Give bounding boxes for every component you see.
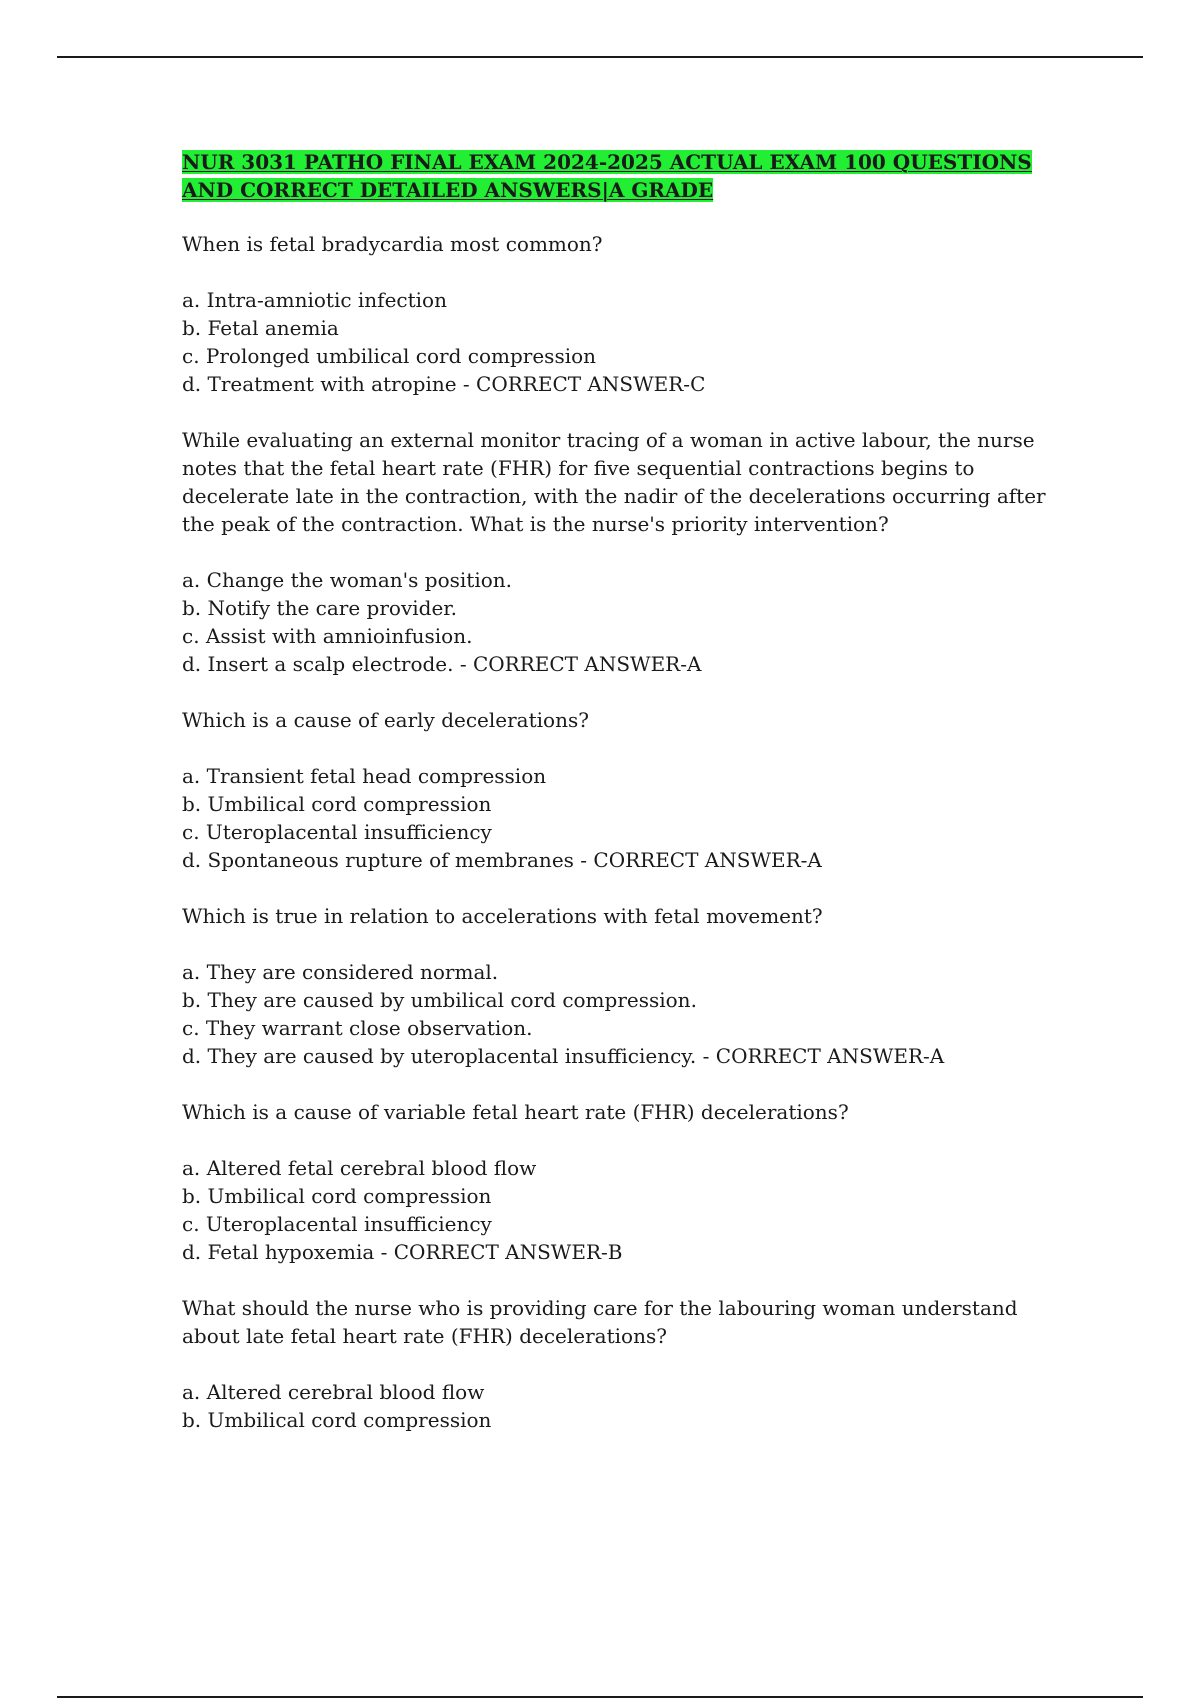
- answer-option: b. Umbilical cord compression: [182, 1184, 492, 1208]
- answer-option: a. Change the woman's position.: [182, 568, 512, 592]
- answer-option: a. Intra-amniotic infection: [182, 288, 447, 312]
- footer-rule: [57, 1696, 1143, 1698]
- question-text: While evaluating an external monitor tracing of a woman in active labour, the nurse notes that the fetal heart rate (FHR) for five sequential contractions begins to decelerate late in the contraction, with the nadir of the decelerations occurring after the peak of the contraction. What is the nurse's priority intervention?: [182, 428, 1046, 536]
- answer-option: a. Transient fetal head compression: [182, 764, 547, 788]
- question-text: Which is true in relation to accelerations with fetal movement?: [182, 904, 823, 928]
- answer-option: c. Uteroplacental insufficiency: [182, 1212, 492, 1236]
- question-text: Which is a cause of variable fetal heart rate (FHR) decelerations?: [182, 1100, 849, 1124]
- question-text: What should the nurse who is providing care for the labouring woman understand about late fetal heart rate (FHR) decelerations?: [182, 1296, 1018, 1348]
- answer-option: a. Altered fetal cerebral blood flow: [182, 1156, 537, 1180]
- answer-option: a. Altered cerebral blood flow: [182, 1380, 485, 1404]
- document-body: [182, 148, 1062, 1462]
- answer-option: b. Fetal anemia: [182, 316, 339, 340]
- question-block: [182, 230, 1062, 398]
- header-rule: [57, 56, 1143, 58]
- answer-option: c. Assist with amnioinfusion.: [182, 624, 473, 648]
- answer-option: a. They are considered normal.: [182, 960, 499, 984]
- answer-option: c. Uteroplacental insufficiency: [182, 820, 492, 844]
- answer-option: b. They are caused by umbilical cord compression.: [182, 988, 697, 1012]
- answer-option: b. Notify the care provider.: [182, 596, 457, 620]
- question-block: [182, 426, 1062, 678]
- answer-option: d. Fetal hypoxemia - CORRECT ANSWER-B: [182, 1240, 623, 1264]
- document-title: [182, 148, 1062, 204]
- answer-option: d. They are caused by uteroplacental insufficiency. - CORRECT ANSWER-A: [182, 1044, 945, 1068]
- answer-option: c. Prolonged umbilical cord compression: [182, 344, 597, 368]
- question-block: [182, 1098, 1062, 1266]
- document-title-text: NUR 3031 PATHO FINAL EXAM 2024-2025 ACTUAL EXAM 100 QUESTIONS AND CORRECT DETAILED ANSWERS|A GRADE: [182, 150, 1032, 202]
- answer-option: b. Umbilical cord compression: [182, 792, 492, 816]
- answer-option: b. Umbilical cord compression: [182, 1408, 492, 1432]
- answer-option: c. They warrant close observation.: [182, 1016, 533, 1040]
- question-block: [182, 1294, 1062, 1434]
- question-block: [182, 902, 1062, 1070]
- question-block: [182, 706, 1062, 874]
- question-text: When is fetal bradycardia most common?: [182, 232, 603, 256]
- answer-option: d. Spontaneous rupture of membranes - CORRECT ANSWER-A: [182, 848, 822, 872]
- answer-option: d. Insert a scalp electrode. - CORRECT ANSWER-A: [182, 652, 702, 676]
- question-text: Which is a cause of early decelerations?: [182, 708, 589, 732]
- question-list: [182, 230, 1062, 1434]
- answer-option: d. Treatment with atropine - CORRECT ANSWER-C: [182, 372, 706, 396]
